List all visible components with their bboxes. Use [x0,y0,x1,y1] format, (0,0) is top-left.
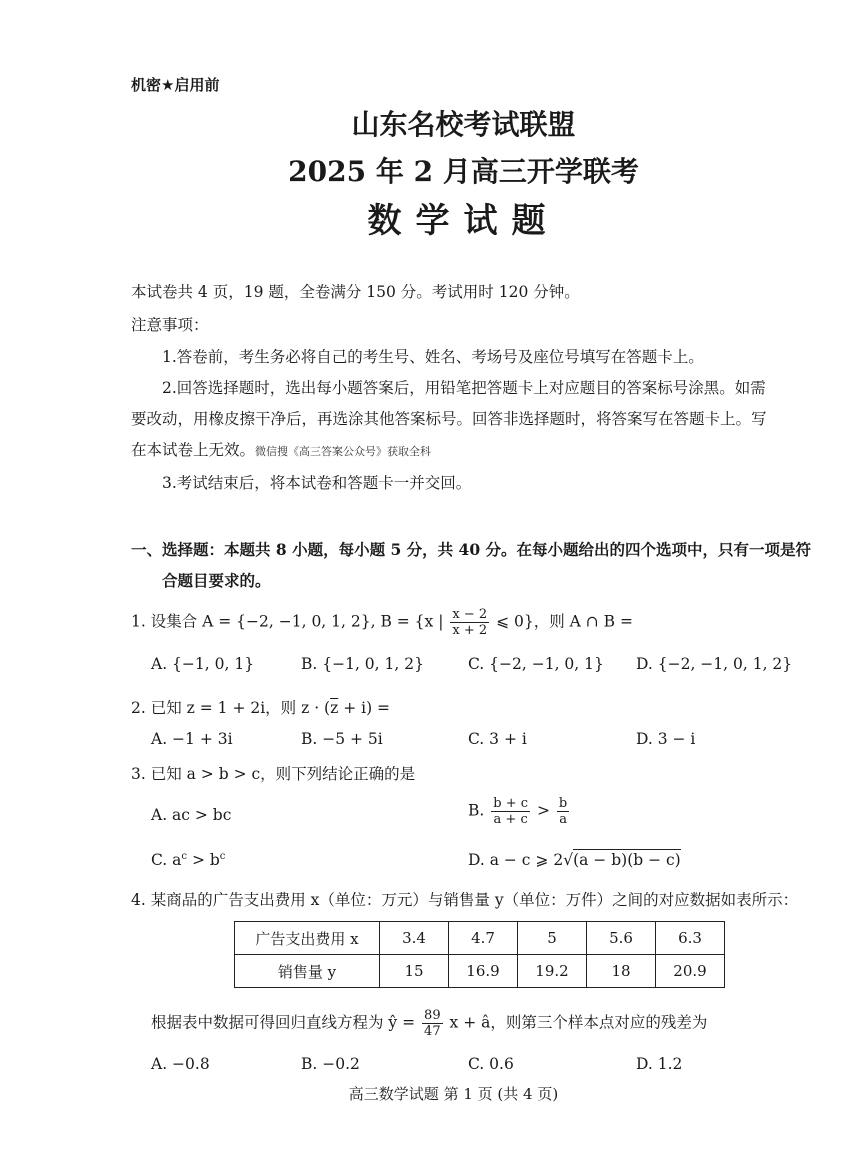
q3-b-fraction-right [557,796,569,827]
question-2-stem [131,696,390,718]
q2-stem-b: + i) = [338,699,391,717]
q4-option-a: A. −0.8 [151,1055,210,1073]
q2-option-b: B. −5 + 5i [301,730,383,748]
table-cell: 18 [587,955,656,988]
q1-stem-b: ⩽ 0}，则 A ∩ B = [496,612,633,631]
note-3: 3.考试结束后，将本试卷和答题卡一并交回。 [162,474,472,492]
table-cell: 15 [380,955,449,988]
q1-option-a: A. {−1, 0, 1} [151,655,255,673]
q4-followup-b: x + â，则第三个样本点对应的残差为 [449,1013,708,1032]
q3-c-mid: > b [187,851,220,870]
table-cell: 3.4 [380,922,449,955]
confidential-label: 机密★启用前 [131,76,220,94]
q3-b-num1: b + c [493,796,529,811]
q1-fraction [450,607,489,638]
section-1-title-line-2: 合题目要求的。 [162,571,271,590]
q4-followup [151,1008,707,1039]
q2-option-a: A. −1 + 3i [151,730,233,748]
q1-stem-a: 1. 设集合 A = {−2, −1, 0, 1, 2}, B = {x | [131,612,444,631]
q2-option-c: C. 3 + i [468,730,527,748]
table-cell: 19.2 [518,955,587,988]
q1-option-c: C. {−2, −1, 0, 1} [468,655,604,673]
watermark-note: 微信搜《高三答案公众号》获取全科 [255,445,432,458]
q3-option-d [468,851,681,869]
q4-followup-a: 根据表中数据可得回归直线方程为 ŷ = [151,1013,416,1032]
q1-option-b: B. {−1, 0, 1, 2} [301,655,424,673]
table-row [235,922,725,955]
question-4-stem: 4. 某商品的广告支出费用 x（单位：万元）与销售量 y（单位：万件）之间的对应数据如表所示： [131,891,799,909]
q3-d-radicand: (a − b)(b − c) [573,851,681,869]
question-1-stem [131,607,633,638]
question-3-stem: 3. 已知 a > b > c，则下列结论正确的是 [131,765,416,783]
note-2-line-2: 要改动，用橡皮擦干净后，再选涂其他答案标号。回答非选择题时，将答案写在答题卡上。写 [131,410,767,428]
table-cell: 6.3 [656,922,725,955]
table-row [235,955,725,988]
q4-option-d: D. 1.2 [636,1055,683,1073]
q1-frac-num: x − 2 [452,607,488,622]
q4-option-c: C. 0.6 [468,1055,514,1073]
q1-frac-den: x + 2 [452,623,488,638]
q2-conjugate-z: $\overline{z}$ [330,699,339,717]
q3-d-text: D. a − c ⩾ 2 [468,851,564,869]
q3-b-relation: > [536,801,550,820]
q1-option-d: D. {−2, −1, 0, 1, 2} [636,655,793,673]
note-1: 1.答卷前，考生务必将自己的考生号、姓名、考场号及座位号填写在答题卡上。 [162,348,704,366]
q4-slope-den: 47 [424,1024,441,1039]
notes-title: 注意事项： [131,316,209,334]
q3-b-den2: a [559,812,567,827]
q3-b-num2: b [558,796,568,811]
exam-summary: 本试卷共 4 页，19 题，全卷满分 150 分。考试用时 120 分钟。 [131,283,580,301]
table-cell: 20.9 [656,955,725,988]
q2-stem-a: 2. 已知 z = 1 + 2i，则 z · ( [131,699,331,717]
note-2-end-text: 在本试卷上无效。 [131,441,256,459]
q3-d-sqrt-sign: √ [563,851,574,869]
page-footer: 高三数学试题 第 1 页 (共 4 页) [348,1085,559,1103]
table-cell: 5 [518,922,587,955]
table-header-x: 广告支出费用 x [235,922,380,955]
q3-b-label: B. [468,801,485,820]
q3-option-b [468,796,571,827]
note-2-line-1: 2.回答选择题时，选出每小题答案后，用铅笔把答题卡上对应题目的答案标号涂黑。如需 [162,379,766,397]
q3-option-c [151,851,225,869]
q4-slope-fraction [422,1008,443,1039]
section-1-title-line-1: 一、选择题：本题共 8 小题，每小题 5 分，共 40 分。在每小题给出的四个选项中，只有一项是符 [131,540,812,559]
q3-b-fraction-left [491,796,530,827]
table-cell: 5.6 [587,922,656,955]
q2-option-d: D. 3 − i [636,730,696,748]
q4-slope-num: 89 [424,1008,441,1023]
subject-title: 数学试题 [367,201,560,241]
table-cell: 4.7 [449,922,518,955]
note-2-line-3 [131,438,431,460]
q3-option-a: A. ac > bc [151,806,232,824]
q4-data-table [234,921,725,988]
q3-c-sup2: c [219,851,226,862]
q3-c-sup1: c [181,851,188,862]
table-cell: 16.9 [449,955,518,988]
q3-b-den1: a + c [493,812,528,827]
q3-c-label: C. a [151,851,182,870]
table-header-y: 销售量 y [235,955,380,988]
exam-organizer-title: 山东名校考试联盟 [351,108,576,141]
q4-option-b: B. −0.2 [301,1055,360,1073]
exam-session-title: 2025 年 2 月高三开学联考 [288,155,639,188]
